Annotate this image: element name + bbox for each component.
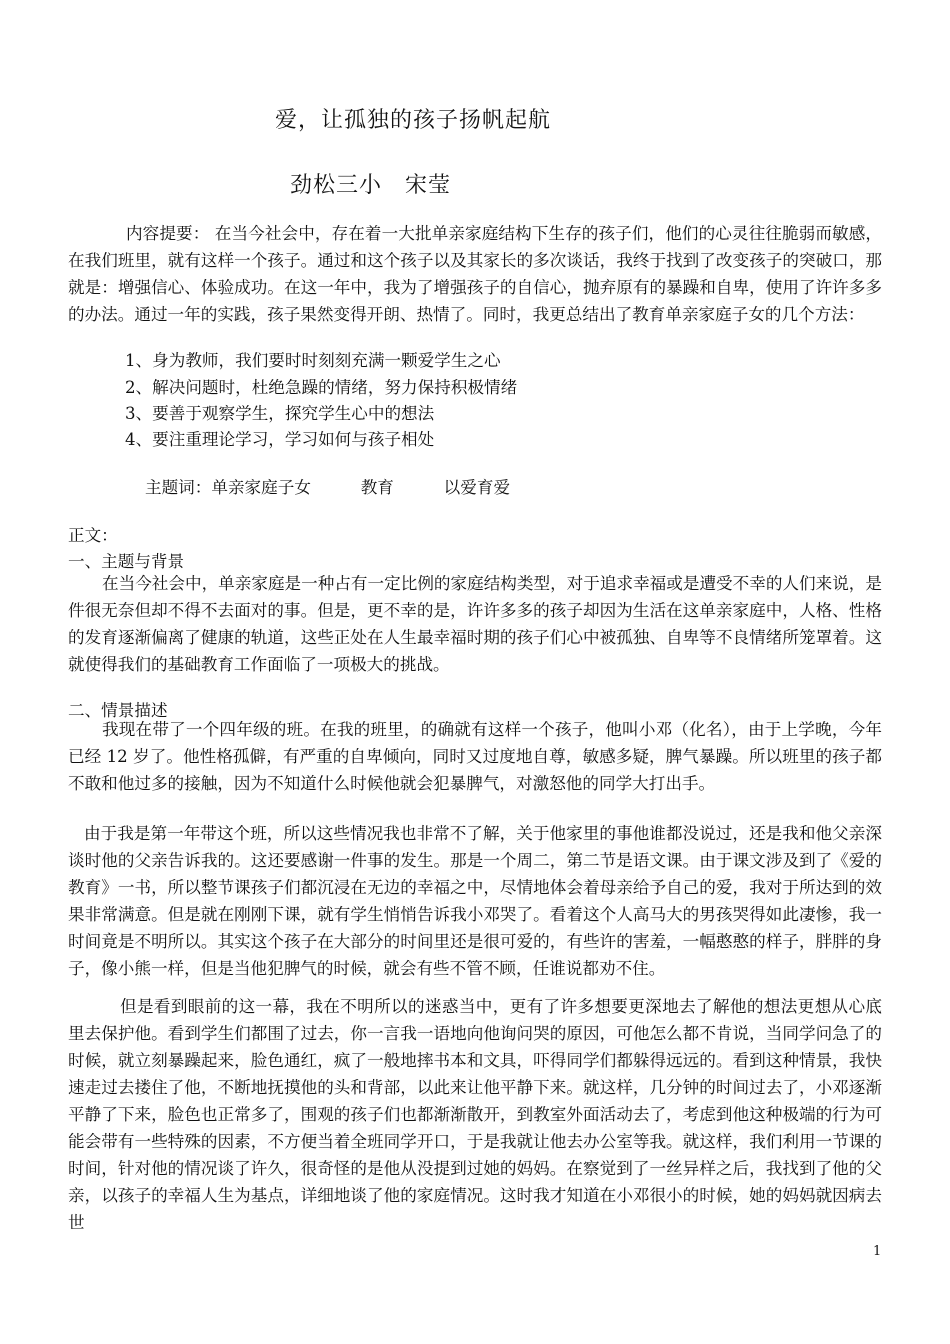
section-heading: 二、情景描述 xyxy=(68,701,168,720)
document-title: 爱，让孤独的孩子扬帆起航 xyxy=(275,108,552,133)
keywords-line: 主题词：单亲家庭子女 教育 以爱育爱 xyxy=(145,478,511,497)
section-paragraph: 但是看到眼前的这一幕，我在不明所以的迷惑当中，更有了许多想要更深地去了解他的想法更想从心底里去保护他。看到学生们都围了过去，你一言我一语地向他询问哭的原因，可他怎么都不肯说，当同学问急了的时候，就立刻暴躁起来，脸色通红，疯了一般地摔书本和文具，吓得同学们都躲得远远的。看到这种情景，我快速走过去搂住了他，不断地抚摸他的头和背部，以此来让他平静下来。就这样，几分钟的时间过去了，小邓逐渐平静了下来，脸色也正常多了，围观的孩子们也都渐渐散开，到教室外面活动去了，考虑到他这种极端的行为可能会带有一些特殊的因素，不方便当着全班同学开口，于是我就让他去办公室等我。就这样，我们利用一节课的时间，针对他的情况谈了许久，很奇怪的是他从没提到过她的妈妈。在察觉到了一丝异样之后，我找到了他的父亲，以孩子的幸福人生为基点，详细地谈了他的家庭情况。这时我才知道在小邓很小的时候，她的妈妈就因病去世 xyxy=(68,997,882,1232)
page-number: 1 xyxy=(873,1244,882,1259)
method-item: 1、身为教师，我们要时时刻刻充满一颗爱学生之心 xyxy=(125,351,501,370)
section-heading: 一、主题与背景 xyxy=(68,552,185,571)
section-paragraph: 由于我是第一年带这个班，所以这些情况我也非常不了解，关于他家里的事他谁都没说过，还是我和他父亲深谈时他的父亲告诉我的。这还要感谢一件事的发生。那是一个周二，第二节是语文课。由于课文涉及到了《爱的教育》一书，所以整节课孩子们都沉浸在无边的幸福之中，尽情地体会着母亲给予自己的爱，我对于所达到的效果非常满意。但是就在刚刚下课，就有学生悄悄告诉我小邓哭了。看着这个人高马大的男孩哭得如此凄惨，我一时间竟是不明所以。其实这个孩子在大部分的时间里还是很可爱的，有些许的害羞，一幅憨憨的样子，胖胖的身子，像小熊一样，但是当他犯脾气的时候，就会有些不管不顾，任谁说都劝不住。 xyxy=(68,824,882,978)
body-label: 正文： xyxy=(68,526,118,545)
section-paragraph: 我现在带了一个四年级的班。在我的班里，的确就有这样一个孩子，他叫小邓（化名），由于上学晚，今年已经 12 岁了。他性格孤僻，有严重的自卑倾向，同时又过度地自尊，敏感多疑，脾气暴躁。所以班里的孩子都不敢和他过多的接触，因为不知道什么时候他就会犯暴脾气，对激怒他的同学大打出手。 xyxy=(68,720,882,793)
method-item: 3、要善于观察学生，探究学生心中的想法 xyxy=(125,404,435,423)
section-paragraph: 在当今社会中，单亲家庭是一种占有一定比例的家庭结构类型，对于追求幸福或是遭受不幸的人们来说，是件很无奈但却不得不去面对的事。但是，更不幸的是，许许多多的孩子却因为生活在这单亲家庭中，人格、性格的发育逐渐偏离了健康的轨道，这些正处在人生最幸福时期的孩子们心中被孤独、自卑等不良情绪所笼罩着。这就使得我们的基础教育工作面临了一项极大的挑战。 xyxy=(68,574,882,674)
author-line: 劲松三小 宋莹 xyxy=(290,173,452,198)
abstract-paragraph: 内容提要： 在当今社会中，存在着一大批单亲家庭结构下生存的孩子们，他们的心灵往往脆弱而敏感，在我们班里，就有这样一个孩子。通过和这个孩子以及其家长的多次谈话，我终于找到了改变孩子的突破口，那就是：增强信心、体验成功。在这一年中，我为了增强孩子的自信心，抛弃原有的暴躁和自卑，使用了许许多多的办法。通过一年的实践，孩子果然变得开朗、热情了。同时，我更总结出了教育单亲家庭子女的几个方法： xyxy=(68,224,882,324)
method-item: 4、要注重理论学习，学习如何与孩子相处 xyxy=(125,430,435,449)
method-item: 2、解决问题时，杜绝急躁的情绪，努力保持积极情绪 xyxy=(125,378,518,397)
